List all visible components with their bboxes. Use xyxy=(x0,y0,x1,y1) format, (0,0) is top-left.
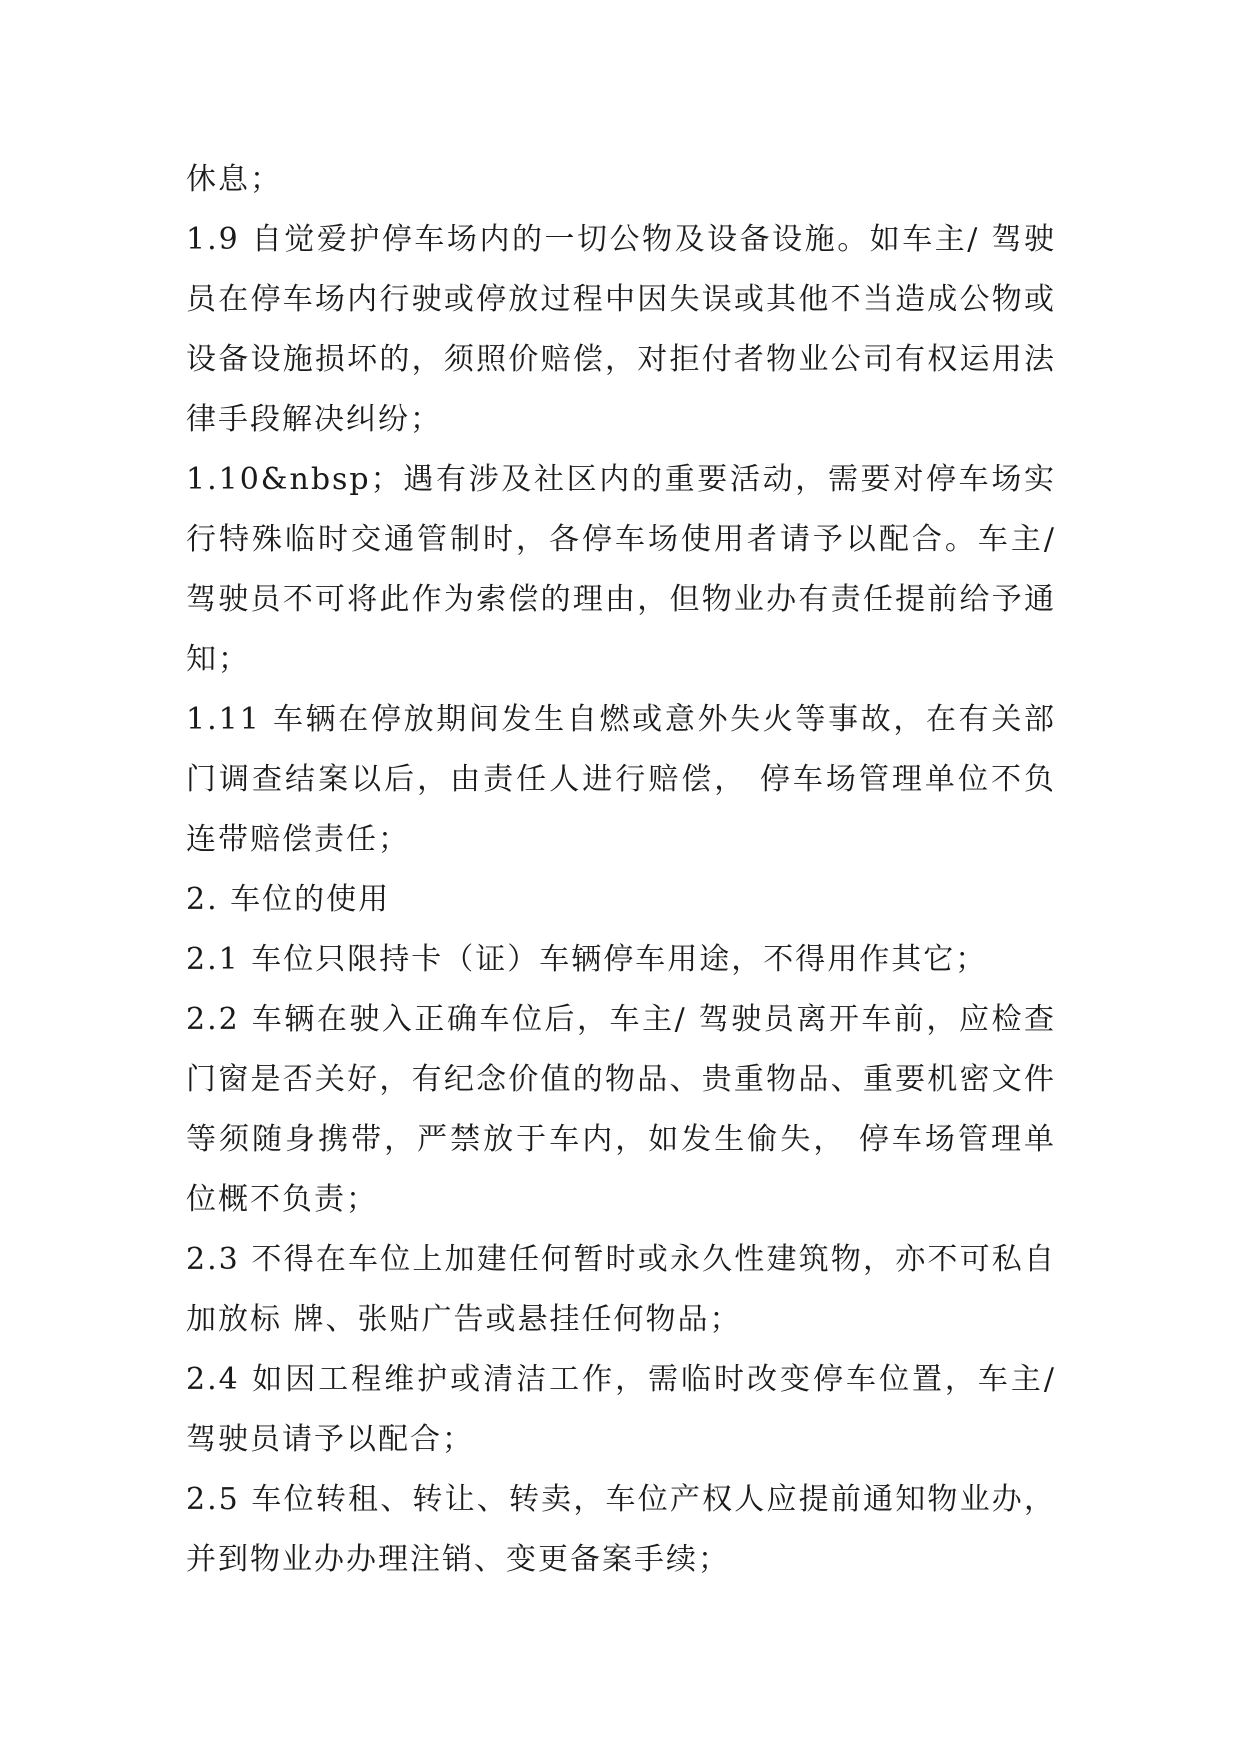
paragraph-2-5: 2.5 车位转租、转让、转卖，车位产权人应提前通知物业办，并到物业办办理注销、变更备案手续； xyxy=(186,1482,1056,1577)
document-body xyxy=(186,150,1056,1590)
paragraph-2-3: 2.3 不得在车位上加建任何暂时或永久性建筑物，亦不可私自加放标 牌、张贴广告或悬挂任何物品； xyxy=(186,1242,1056,1337)
section-heading-2: 2. 车位的使用 xyxy=(186,882,391,917)
paragraph-2-4: 2.4 如因工程维护或清洁工作，需临时改变停车位置，车主/ 驾驶员请予以配合； xyxy=(186,1362,1056,1457)
paragraph-2-1: 2.1 车位只限持卡（证）车辆停车用途，不得用作其它； xyxy=(186,942,988,977)
paragraph-rest: 休息； xyxy=(186,162,282,197)
paragraph-1-11: 1.11 车辆在停放期间发生自燃或意外失火等事故，在有关部门调查结案以后，由责任人进行赔偿， 停车场管理单位不负连带赔偿责任； xyxy=(186,702,1056,857)
paragraph-1-10: 1.10&nbsp；遇有涉及社区内的重要活动，需要对停车场实行特殊临时交通管制时，各停车场使用者请予以配合。车主/ 驾驶员不可将此作为索偿的理由，但物业办有责任提前给予通知； xyxy=(186,462,1056,677)
paragraph-2-2: 2.2 车辆在驶入正确车位后，车主/ 驾驶员离开车前，应检查门窗是否关好，有纪念价值的物品、贵重物品、重要机密文件等须随身携带，严禁放于车内，如发生偷失， 停车场管理单位概不负责； xyxy=(186,1002,1056,1217)
paragraph-1-9: 1.9 自觉爱护停车场内的一切公物及设备设施。如车主/ 驾驶员在停车场内行驶或停放过程中因失误或其他不当造成公物或设备设施损坏的，须照价赔偿，对拒付者物业公司有权运用法律手段解决纠纷； xyxy=(186,222,1056,437)
